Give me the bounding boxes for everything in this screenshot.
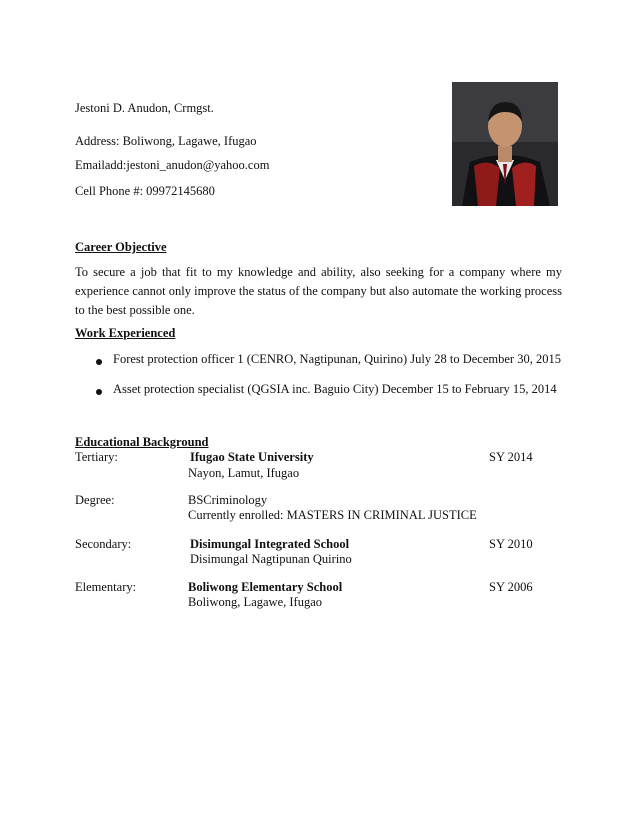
career-objective-heading: Career Objective bbox=[75, 240, 167, 254]
bullet-icon bbox=[96, 359, 102, 365]
education-heading: Educational Background bbox=[75, 435, 209, 449]
contact-phone: Cell Phone #: 09972145680 bbox=[75, 184, 215, 198]
contact-address: Address: Boliwong, Lagawe, Ifugao bbox=[75, 134, 257, 148]
contact-name: Jestoni D. Anudon, Crmgst. bbox=[75, 101, 214, 115]
secondary-location: Disimungal Nagtipunan Quirino bbox=[190, 552, 352, 566]
tertiary-year: SY 2014 bbox=[489, 450, 533, 464]
elementary-location: Boliwong, Lagawe, Ifugao bbox=[188, 595, 322, 609]
secondary-year: SY 2010 bbox=[489, 537, 533, 551]
tertiary-label: Tertiary: bbox=[75, 450, 118, 464]
degree-name: BSCriminology bbox=[188, 493, 268, 507]
portrait-icon bbox=[452, 82, 558, 206]
degree-note: Currently enrolled: MASTERS IN CRIMINAL JUSTICE bbox=[188, 508, 477, 522]
secondary-school: Disimungal Integrated School bbox=[190, 537, 350, 551]
work-experienced-heading: Work Experienced bbox=[75, 326, 176, 340]
tertiary-school: Ifugao State University bbox=[190, 450, 314, 464]
secondary-label: Secondary: bbox=[75, 537, 132, 551]
bullet-icon bbox=[96, 389, 102, 395]
work-item: Forest protection officer 1 (CENRO, Nagtipunan, Quirino) July 28 to December 30, 2015 bbox=[113, 352, 561, 366]
elementary-school: Boliwong Elementary School bbox=[188, 580, 343, 594]
portrait-photo bbox=[452, 82, 558, 206]
elementary-year: SY 2006 bbox=[489, 580, 533, 594]
tertiary-location: Nayon, Lamut, Ifugao bbox=[188, 466, 300, 480]
degree-label: Degree: bbox=[75, 493, 115, 507]
career-objective-text: To secure a job that fit to my knowledge and ability, also seeking for a company where my experience cannot only improve the status of the company but also automate the working process to the best possible one. bbox=[75, 265, 562, 317]
contact-email: Emailadd:jestoni_anudon@yahoo.com bbox=[75, 158, 270, 172]
work-item: Asset protection specialist (QGSIA inc. Baguio City) December 15 to February 15, 2014 bbox=[113, 382, 557, 396]
elementary-label: Elementary: bbox=[75, 580, 137, 594]
